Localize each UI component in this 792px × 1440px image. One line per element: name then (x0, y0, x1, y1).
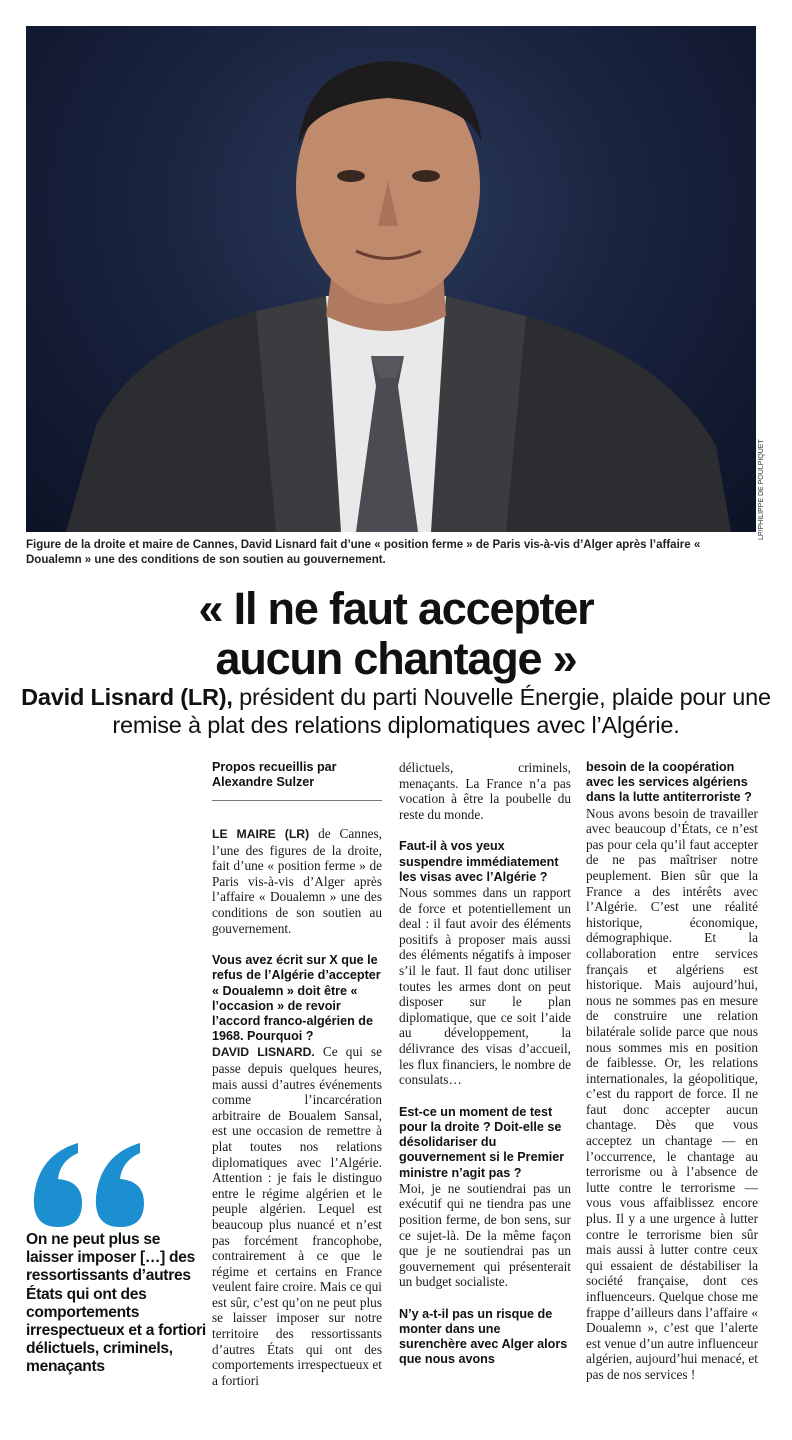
answer-2: Nous sommes dans un rapport de force et potentiellement un deal : il faut avoir des éléments positifs à proposer mais aussi des éléments négatifs à imposer s’il le faut. Il faut donc utiliser toutes les armes dont on peut disposer sur le plan diplomatique, que ce soit l’aide au développement, la délivrance des visas d’accueil, les flux financiers, le nombre de consulats… (399, 884, 571, 1088)
headline-line-1: « Il ne faut accepter (198, 583, 594, 634)
byline-author: Alexandre Sulzer (212, 775, 315, 789)
byline-line-1: Propos recueillis par (212, 760, 337, 774)
answer-3: Moi, je ne soutiendrai pas un exécutif qui ne tiendra pas une position ferme, de bon sens, sur ce sujet-là. De la même façon que je ne soutiendrai pas un gouvernement qui présenterait un budget socialiste. (399, 1180, 571, 1290)
subheadline (20, 683, 772, 739)
question-3: Est-ce un moment de test pour la droite ? Doit-elle se désolidariser du gouvernement si le Premier ministre n’agit pas ? (399, 1104, 565, 1180)
portrait-photo (26, 26, 756, 532)
photo-credit: LP/PHILIPPE DE POULPIQUET (758, 439, 765, 540)
question-1: Vous avez écrit sur X que le refus de l’Algérie d’accepter « Doualemn » doit être « l’occasion » de revoir l’accord franco-algérien de 1968. Pourquoi ? (212, 953, 381, 1044)
intro-text: de Cannes, l’une des figures de la droite, fait d’une « position ferme » de Paris vis-à-vis d’Alger après l’affaire « Doualemn » une des conditions de son soutien au gouvernement. (212, 826, 382, 936)
answer-1-text: Ce qui se passe depuis quelques heures, mais aussi d’autres événements comme l’incarcération arbitraire de Boualem Sansal, est une occasion de remettre à plat toutes nos relations diplomatiques avec l’Algérie. Attention : je fais le distinguo entre le régime algérien et le peuple algérien. Lequel est beaucoup plus nuancé et n’est pas forcément francophobe, contrairement à ce que le régime et certains en France veulent faire croire. Mais ce qui est sûr, c’est qu’on ne peut plus se laisser imposer sur notre territoire des ressortissants d’autres États qui ont des comportements irrespectueux et a fortiori (212, 1044, 383, 1388)
article-column-3 (586, 760, 758, 1383)
answer-4: Nous avons besoin de travailler avec beaucoup d’États, ce n’est pas pour cela qu’il faut accepter de ne pas maîtriser notre peuplement. Bien sûr que la France a des intérêts avec l’Algérie. C’est une réalité historique, économique, démographique. Et la collaboration entre services français et algériens est historique. Mais aujourd’hui, nous ne sommes pas en mesure de construire une relation bilatérale solide parce que nous nous sommes mis en position de faiblesse. Or, les relations internationales, la géopolitique, c’est du rapport de force. Il ne faut donc accepter aucun chantage. Dès que vous acceptez un chantage — en l’occurrence, le chantage au terrorisme ou à l’absence de lutte contre le terrorisme — vous vous affaiblissez encore plus. Il y a une urgence à lutter contre le terrorisme bien sûr mais aussi à lutter contre ceux qui essaient de déstabiliser la société française, dont ces influenceurs. Quelque chose me frappe d’ailleurs dans l’affaire « Doualemn », c’est que l’alerte est venue d’un autre influenceur algérien, aujourd’hui menacé, et pas de nos services ! (586, 805, 758, 1382)
pull-quote: On ne peut plus se laisser imposer […] des ressortissants d’autres États qui ont des comportements irrespectueux et a fortiori délictuels, criminels, menaçants (26, 1231, 206, 1376)
portrait-illustration (26, 26, 756, 532)
question-4-start: N’y a-t-il pas un risque de monter dans une surenchère avec Alger alors que nous avons (399, 1306, 568, 1367)
article-column-2 (399, 760, 571, 1368)
answer-1-continued: délictuels, criminels, menaçants. La France n’a pas vocation à être la poubelle du reste du monde. (399, 760, 571, 822)
subhead-name: David Lisnard (LR), (21, 684, 233, 710)
photo-caption: Figure de la droite et maire de Cannes, David Lisnard fait d’une « position ferme » de Paris vis-à-vis d’Alger après l’affaire « Doualemn » une des conditions de son soutien au gouvernement. (26, 539, 701, 566)
answer-1-speaker: DAVID LISNARD. (212, 1045, 315, 1060)
subhead-text: président du parti Nouvelle Énergie, plaide pour une remise à plat des relations diplomatiques avec l’Algérie. (112, 684, 771, 738)
question-2: Faut-il à vos yeux suspendre immédiatement les visas avec l’Algérie ? (399, 839, 559, 884)
quote-mark-icon (28, 1135, 148, 1231)
intro-lead: LE MAIRE (LR) (212, 827, 310, 841)
question-4-end: besoin de la coopération avec les services algériens dans la lutte antiterroriste ? (586, 760, 752, 805)
answer-1 (212, 1044, 382, 1388)
intro-paragraph (212, 826, 382, 936)
article-column-1 (212, 760, 382, 1388)
byline (212, 760, 382, 801)
headline-line-2: aucun chantage » (215, 633, 577, 684)
headline (0, 584, 792, 684)
